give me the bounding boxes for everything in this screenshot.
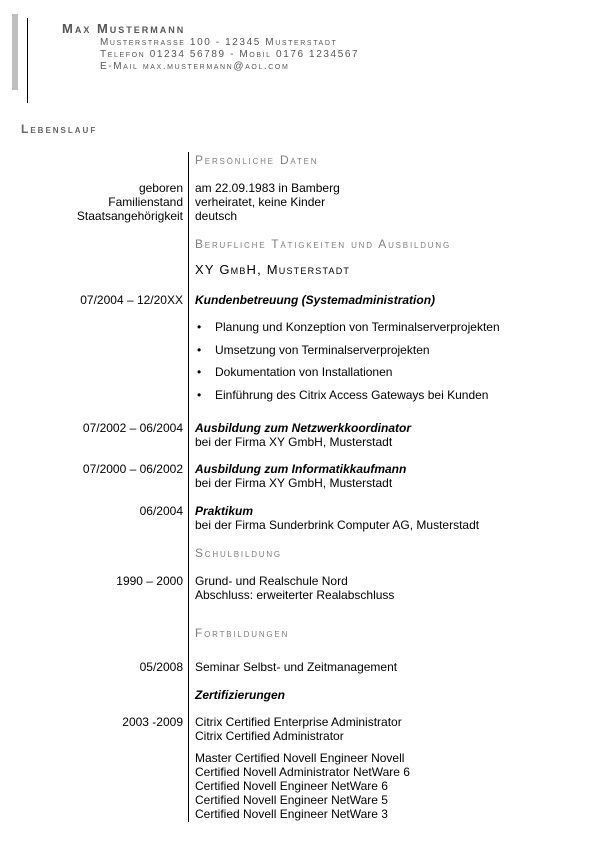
certifications-period: 2003 -2009: [122, 715, 183, 729]
certification-item: Master Certified Novell Engineer Novell: [195, 751, 405, 765]
timeline-rule: [188, 152, 189, 822]
header-accent-bar: [12, 14, 18, 90]
seminar-period: 05/2008: [139, 660, 183, 674]
document-title: Lebenslauf: [21, 122, 98, 136]
value-nationality: deutsch: [195, 209, 238, 223]
school-degree: Abschluss: erweiterter Realabschluss: [195, 588, 395, 602]
entry-detail: bei der Firma XY GmbH, Musterstadt: [195, 476, 393, 490]
applicant-name: Max Mustermann: [62, 21, 186, 36]
certifications-heading: Zertifizierungen: [195, 688, 286, 702]
certification-item: Certified Novell Administrator NetWare 6: [195, 765, 410, 779]
entry-title: Ausbildung zum Informatikkaufmann: [195, 462, 407, 476]
entry-period: 07/2002 – 06/2004: [82, 421, 183, 435]
email-line: E-Mail max.mustermann@aol.com: [100, 61, 290, 72]
company-name: XY GmbH, Musterstadt: [195, 262, 351, 277]
section-title-career: Berufliche Tätigkeiten und Ausbildung: [195, 237, 451, 251]
section-title-school: Schulbildung: [195, 546, 282, 560]
phone-line: Telefon 01234 56789 - Mobil 0176 1234567: [100, 49, 360, 60]
school-period: 1990 – 2000: [116, 574, 183, 588]
entry-period: 06/2004: [139, 504, 183, 518]
certification-item: Certified Novell Engineer NetWare 5: [195, 793, 388, 807]
label-marital-status: Familienstand: [108, 195, 183, 209]
header-divider-line: [27, 18, 28, 103]
entry-period: 07/2000 – 06/2002: [82, 462, 183, 476]
seminar-title: Seminar Selbst- und Zeitmanagement: [195, 660, 398, 674]
job-duties-list: [195, 320, 500, 410]
address-line: Musterstrasse 100 - 12345 Musterstadt: [100, 37, 338, 48]
list-item: • Umsetzung von Terminalserverprojekten: [195, 343, 500, 366]
certification-item: Citrix Certified Administrator: [195, 729, 344, 743]
job-role: Kundenbetreuung (Systemadministration): [195, 293, 436, 307]
job-period: 07/2004 – 12/20XX: [80, 293, 183, 307]
certification-item: Citrix Certified Enterprise Administrator: [195, 715, 402, 729]
school-name: Grund- und Realschule Nord: [195, 574, 348, 588]
section-title-personal: Persönliche Daten: [195, 153, 319, 167]
entry-title: Ausbildung zum Netzwerkkoordinator: [195, 421, 412, 435]
entry-detail: bei der Firma Sunderbrink Computer AG, Musterstadt: [195, 518, 480, 532]
entry-title: Praktikum: [195, 504, 254, 518]
list-item: • Dokumentation von Installationen: [195, 365, 500, 388]
label-nationality: Staatsangehörigkeit: [76, 209, 183, 223]
section-title-training: Fortbildungen: [195, 626, 290, 640]
value-born: am 22.09.1983 in Bamberg: [195, 181, 340, 195]
entry-detail: bei der Firma XY GmbH, Musterstadt: [195, 435, 393, 449]
certification-item: Certified Novell Engineer NetWare 6: [195, 779, 388, 793]
list-item: • Planung und Konzeption von Terminalserverprojekten: [195, 320, 500, 343]
label-born: geboren: [138, 181, 183, 195]
value-marital-status: verheiratet, keine Kinder: [195, 195, 326, 209]
list-item: • Einführung des Citrix Access Gateways bei Kunden: [195, 388, 500, 411]
certification-item: Certified Novell Engineer NetWare 3: [195, 807, 388, 821]
